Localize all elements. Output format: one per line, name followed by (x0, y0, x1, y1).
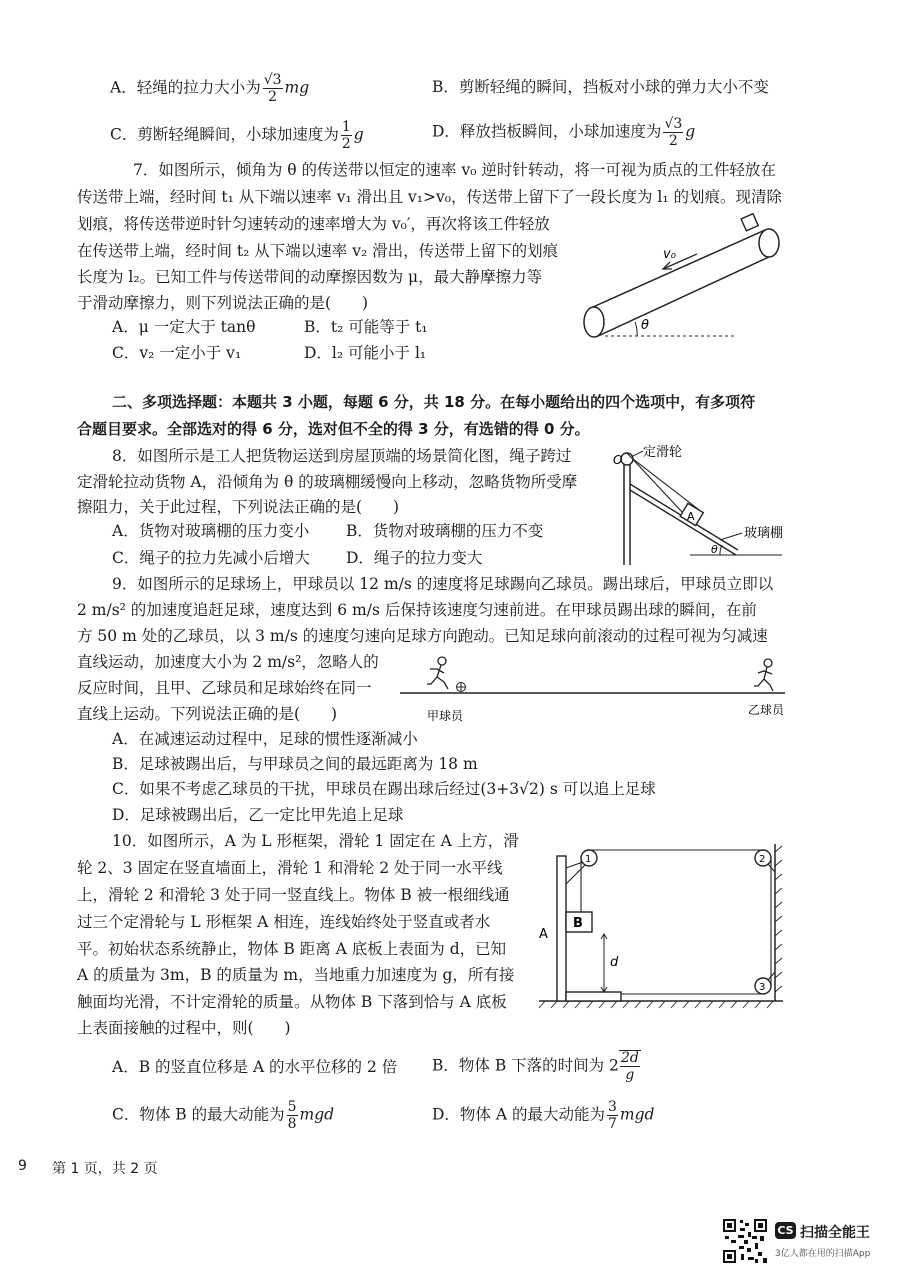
q8-glass-roof-figure (610, 440, 790, 575)
frame-a-label: A (539, 927, 548, 942)
theta-label: θ (711, 543, 718, 556)
q9-line-6: 直线上运动。下列说法正确的是( ) (77, 705, 338, 723)
d-label: d (610, 955, 619, 970)
pulley-2-label: 2 (759, 854, 766, 865)
pulley-circle (621, 453, 633, 465)
cargo-a-label: A (687, 510, 695, 523)
q6-option-a: A．轻绳的拉力大小为 $\frac{√3}{2}$ mg (110, 72, 310, 105)
d-dimension (601, 934, 607, 992)
player-jia-icon (427, 657, 448, 689)
q10-option-b: B．物体 B 下落的时间为 2 $\frac{2d}{g}$ (432, 1050, 639, 1083)
q10-line-7: 触面均光滑，不计定滑轮的质量。从物体 B 下落到恰与 A 底板 (77, 993, 507, 1011)
q8-option-d: D．绳子的拉力变大 (346, 549, 483, 567)
q10-line-6: A 的质量为 3m，B 的质量为 m，当地重力加速度为 g，所有接 (77, 966, 515, 984)
pulley-1-label: 1 (585, 854, 592, 865)
q7-line-4: 在传送带上端，经时间 t₂ 从下端以速率 v₂ 滑出，传送带上留下的划痕 (77, 242, 559, 260)
footer-page-text: 第 1 页，共 2 页 (52, 1161, 158, 1177)
q8-line-1: 8．如图所示是工人把货物运送到房屋顶端的场景简化图，绳子跨过 (112, 447, 572, 465)
q7-conveyor-figure (575, 210, 790, 340)
workpiece-block (741, 214, 758, 231)
q10-line-5: 平。初始状态系统静止，物体 B 距离 A 底板上表面为 d，已知 (77, 940, 507, 958)
q9-line-4: 直线运动，加速度大小为 2 m/s²，忽略人的 (77, 653, 379, 671)
section2-heading-line1: 二、多项选择题：本题共 3 小题，每题 6 分，共 18 分。在每小题给出的四个选项中，有多项符 (112, 393, 756, 411)
q9-line-3: 方 50 m 处的乙球员，以 3 m/s 的速度匀速向足球方向跑动。已知足球向前滚动的过程可视为匀减速 (77, 627, 768, 645)
q10-pulley-frame-figure (535, 838, 790, 1013)
string (581, 850, 771, 994)
q7-line-1: 7．如图所示，倾角为 θ 的传送带以恒定的速率 v₀ 逆时针转动，将一可视为质点的工件轻放在 (133, 161, 776, 179)
brand-name: 扫描全能王 (800, 1225, 870, 1241)
q9-option-b: B．足球被踢出后，与甲球员之间的最远距离为 18 m (112, 755, 478, 773)
q8-line-3: 擦阻力，关于此过程，下列说法正确的是( ) (77, 498, 400, 516)
q10-line-1: 10．如图所示，A 为 L 形框架，滑轮 1 固定在 A 上方，滑 (112, 832, 519, 850)
q6-option-c: C．剪断轻绳瞬间，小球加速度为 $\frac{1}{2}$ g (110, 119, 364, 152)
q10-line-2: 轮 2、3 固定在竖直墙面上，滑轮 1 和滑轮 2 处于同一水平线 (77, 859, 503, 877)
q8-option-a: A．货物对玻璃棚的压力变小 (112, 522, 310, 540)
q9-line-5: 反应时间，且甲、乙球员和足球始终在同一 (77, 679, 372, 697)
q7-line-5: 长度为 l₂。已知工件与传送带间的动摩擦因数为 μ，最大静摩擦力等 (77, 268, 543, 286)
section2-heading-line2: 合题目要求。全部选对的得 6 分，选对但不全的得 3 分，有选错的得 0 分。 (77, 420, 590, 438)
theta-label: θ (641, 318, 649, 333)
q10-option-d: D．物体 A 的最大动能为 $\frac{3}{7}$ mgd (432, 1099, 655, 1132)
q7-line-2: 传送带上端，经时间 t₁ 从下端以速率 v₁ 滑出且 v₁>v₀，传送带上留下了一段长度为 l₁ 的划痕。现清除 (77, 188, 783, 206)
q6-option-d: D．释放挡板瞬间，小球加速度为 $\frac{√3}{2}$ g (432, 116, 696, 149)
cs-logo-badge: CS (775, 1222, 796, 1239)
glass-label-leader (720, 533, 742, 540)
q7-option-d: D．l₂ 可能小于 l₁ (304, 344, 427, 362)
glass-label: 玻璃棚 (744, 526, 784, 541)
pulley-label-leader (633, 451, 643, 456)
q10-option-c: C．物体 B 的最大动能为 $\frac{5}{8}$ mgd (112, 1099, 335, 1132)
q8-line-2: 定滑轮拉动货物 A，沿倾角为 θ 的玻璃棚缓慢向上移动，忽略货物所受摩 (77, 473, 578, 491)
q9-line-2: 2 m/s² 的加速度追赶足球，速度达到 6 m/s 后保持该速度匀速前进。在甲球员踢出球的瞬间，在前 (77, 601, 757, 619)
player-jia-label: 甲球员 (427, 709, 464, 723)
q10-line-3: 上，滑轮 2 和滑轮 3 处于同一竖直线上。物体 B 被一根细线通 (77, 886, 510, 904)
q9-option-c: C．如果不考虑乙球员的干扰，甲球员在踢出球后经过(3+3√2) s 可以追上足球 (112, 780, 656, 798)
v0-label: v₀ (663, 247, 676, 262)
q9-line-1: 9．如图所示的足球场上，甲球员以 12 m/s 的速度将足球踢向乙球员。踢出球后，甲球员立即以 (112, 575, 774, 593)
q9-option-a: A．在减速运动过程中，足球的惯性逐渐减小 (112, 730, 418, 748)
q10-line-8: 上表面接触的过程中，则( ) (77, 1019, 291, 1037)
conveyor-belt (584, 229, 779, 337)
pulley-3-label: 3 (759, 982, 766, 993)
player-yi-icon (754, 659, 773, 691)
q7-line-6: 于滑动摩擦力，则下列说法正确的是( ) (77, 294, 369, 312)
angle-arc (635, 322, 637, 336)
pulley-o-label: O (613, 453, 623, 467)
brand-subtitle: 3亿人都在用的扫描App (775, 1249, 871, 1259)
pulley-label: 定滑轮 (643, 445, 683, 460)
q9-football-field-figure (400, 655, 790, 725)
q8-option-b: B．货物对玻璃棚的压力不变 (346, 522, 544, 540)
q10-line-4: 过三个定滑轮与 L 形框架 A 相连，连线始终处于竖直或者水 (77, 913, 491, 931)
q7-line-3: 划痕，将传送带逆时针匀速转动的速率增大为 v₀′，再次将该工件轻放 (77, 215, 550, 233)
player-yi-label: 乙球员 (748, 703, 785, 717)
block-b-label: B (573, 916, 583, 931)
q7-option-b: B．t₂ 可能等于 t₁ (304, 318, 428, 336)
q9-option-d: D．足球被踢出后，乙一定比甲先追上足球 (112, 806, 404, 824)
football-icon (457, 683, 466, 692)
pulley-mounts (566, 862, 775, 980)
qr-code-icon (722, 1218, 768, 1264)
footer-page-number: 9 (18, 1158, 27, 1174)
q10-option-a: A．B 的竖直位移是 A 的水平位移的 2 倍 (112, 1058, 398, 1076)
q7-option-c: C．v₂ 一定小于 v₁ (112, 344, 242, 362)
vertical-pole (624, 462, 630, 565)
glass-roof (630, 484, 738, 555)
q7-option-a: A．μ 一定大于 tanθ (112, 318, 256, 336)
q6-option-b: B．剪断轻绳的瞬间，挡板对小球的弹力大小不变 (432, 78, 769, 96)
angle-arc (720, 545, 722, 555)
q8-option-c: C．绳子的拉力先减小后增大 (112, 549, 310, 567)
